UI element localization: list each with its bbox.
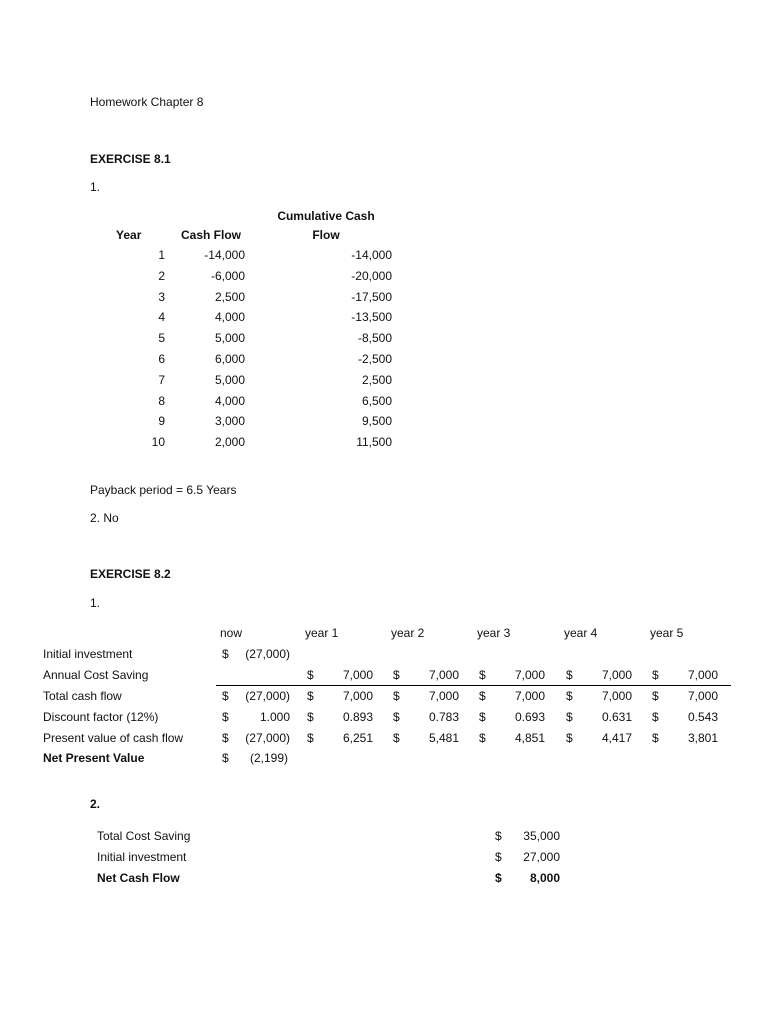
value-cell: 0.543 (687, 710, 718, 724)
cash-flow-cell: -14,000 (204, 248, 245, 262)
value-cell: 7,000 (428, 668, 459, 682)
cash-flow-cell: 5,000 (214, 331, 245, 346)
row-label: Discount factor (12%) (43, 710, 159, 724)
value-cell: (27,000) (245, 647, 290, 661)
year-cell: 6 (158, 352, 165, 366)
cash-flow-cell: 6,000 (214, 352, 245, 366)
currency-symbol: $ (495, 829, 502, 843)
value-cell: 0.693 (514, 710, 545, 724)
period-header: year 1 (305, 626, 339, 640)
period-header: now (220, 626, 243, 640)
value-cell: 7,000 (342, 689, 373, 703)
row-label: Net Present Value (43, 751, 145, 765)
year-cell: 8 (158, 393, 165, 408)
currency-symbol: $ (393, 689, 400, 703)
year-cell: 3 (158, 289, 165, 304)
year-cell: 10 (151, 435, 165, 450)
cumulative-cell: 2,500 (361, 372, 392, 387)
cumulative-cell: 9,500 (361, 414, 392, 429)
currency-symbol: $ (566, 710, 573, 724)
currency-symbol: $ (566, 689, 573, 703)
year-cell: 7 (158, 372, 165, 387)
value-cell: 7,000 (514, 689, 545, 703)
value-cell: 0.893 (342, 710, 373, 724)
value-cell: (27,000) (245, 689, 290, 703)
currency-symbol: $ (393, 731, 400, 745)
currency-symbol: $ (495, 850, 502, 864)
currency-symbol: $ (479, 731, 486, 745)
summary-label: Total Cost Saving (97, 829, 191, 843)
cumulative-cell: 11,500 (356, 435, 392, 450)
value-cell: 4,851 (514, 731, 545, 745)
table-rule (216, 685, 731, 686)
currency-symbol: $ (393, 710, 400, 724)
summary-label: Net Cash Flow (97, 871, 180, 885)
currency-symbol: $ (222, 647, 229, 661)
col-header-cash-flow: Cash Flow (181, 228, 242, 242)
value-cell: 5,481 (428, 731, 459, 745)
cumulative-cell: -2,500 (357, 352, 392, 366)
currency-symbol: $ (652, 689, 659, 703)
value-cell: 7,000 (687, 668, 718, 682)
cumulative-cell: -8,500 (357, 331, 392, 346)
year-cell: 2 (158, 268, 165, 283)
cash-flow-cell: 5,000 (214, 372, 245, 387)
currency-symbol: $ (222, 689, 229, 703)
value-cell: (2,199) (249, 751, 288, 765)
exercise-8-2-heading: EXERCISE 8.2 (90, 567, 171, 581)
currency-symbol: $ (307, 731, 314, 745)
currency-symbol: $ (652, 668, 659, 682)
currency-symbol: $ (652, 710, 659, 724)
currency-symbol: $ (307, 689, 314, 703)
currency-symbol: $ (307, 668, 314, 682)
period-header: year 4 (564, 626, 598, 640)
exercise-8-1-part-1: 1. (90, 180, 101, 194)
exercise-8-2-part-2: 2. (90, 797, 101, 811)
value-cell: 4,417 (601, 731, 632, 745)
col-header-year: Year (116, 228, 142, 242)
row-label: Total cash flow (43, 689, 122, 703)
currency-symbol: $ (566, 668, 573, 682)
cash-flow-cell: -6,000 (210, 268, 245, 283)
cash-flow-cell: 4,000 (214, 393, 245, 408)
cash-flow-cell: 2,000 (214, 435, 245, 450)
summary-label: Initial investment (97, 850, 187, 864)
currency-symbol: $ (479, 710, 486, 724)
currency-symbol: $ (222, 731, 229, 745)
cash-flow-cell: 2,500 (214, 289, 245, 304)
value-cell: 0.631 (601, 710, 632, 724)
year-cell: 1 (158, 248, 165, 262)
row-label: Present value of cash flow (43, 731, 184, 745)
currency-symbol: $ (495, 871, 502, 885)
cash-flow-cell: 3,000 (214, 414, 245, 429)
currency-symbol: $ (222, 751, 229, 765)
currency-symbol: $ (307, 710, 314, 724)
exercise-8-2-part-1: 1. (90, 596, 101, 610)
value-cell: 7,000 (687, 689, 718, 703)
year-cell: 9 (158, 414, 165, 429)
payback-period: Payback period = 6.5 Years (90, 483, 237, 497)
value-cell: 7,000 (601, 689, 632, 703)
value-cell: (27,000) (245, 731, 290, 745)
summary-value: 8,000 (529, 871, 560, 885)
row-label: Annual Cost Saving (43, 668, 149, 682)
currency-symbol: $ (222, 710, 229, 724)
exercise-8-1-heading: EXERCISE 8.1 (90, 152, 171, 166)
row-label: Initial investment (43, 647, 133, 661)
year-cell: 4 (158, 310, 165, 325)
cumulative-cell: -13,500 (351, 310, 392, 325)
currency-symbol: $ (652, 731, 659, 745)
value-cell: 6,251 (342, 731, 373, 745)
year-cell: 5 (158, 331, 165, 346)
page-title: Homework Chapter 8 (90, 95, 204, 109)
col-header-cumulative-2: Flow (312, 228, 340, 242)
period-header: year 2 (391, 626, 425, 640)
period-header: year 5 (650, 626, 684, 640)
value-cell: 7,000 (514, 668, 545, 682)
cumulative-cell: -17,500 (351, 289, 392, 304)
cumulative-cell: -20,000 (351, 268, 392, 283)
cumulative-cell: 6,500 (361, 393, 392, 408)
value-cell: 7,000 (601, 668, 632, 682)
currency-symbol: $ (393, 668, 400, 682)
cash-flow-cell: 4,000 (214, 310, 245, 325)
value-cell: 7,000 (428, 689, 459, 703)
currency-symbol: $ (479, 689, 486, 703)
summary-value: 27,000 (523, 850, 560, 864)
value-cell: 0.783 (428, 710, 459, 724)
period-header: year 3 (477, 626, 511, 640)
summary-value: 35,000 (523, 829, 560, 843)
value-cell: 1.000 (259, 710, 290, 724)
currency-symbol: $ (566, 731, 573, 745)
currency-symbol: $ (479, 668, 486, 682)
value-cell: 7,000 (342, 668, 373, 682)
value-cell: 3,801 (687, 731, 718, 745)
exercise-8-1-part-2: 2. No (90, 511, 119, 525)
cumulative-cell: -14,000 (351, 248, 392, 262)
col-header-cumulative-1: Cumulative Cash (277, 209, 375, 223)
